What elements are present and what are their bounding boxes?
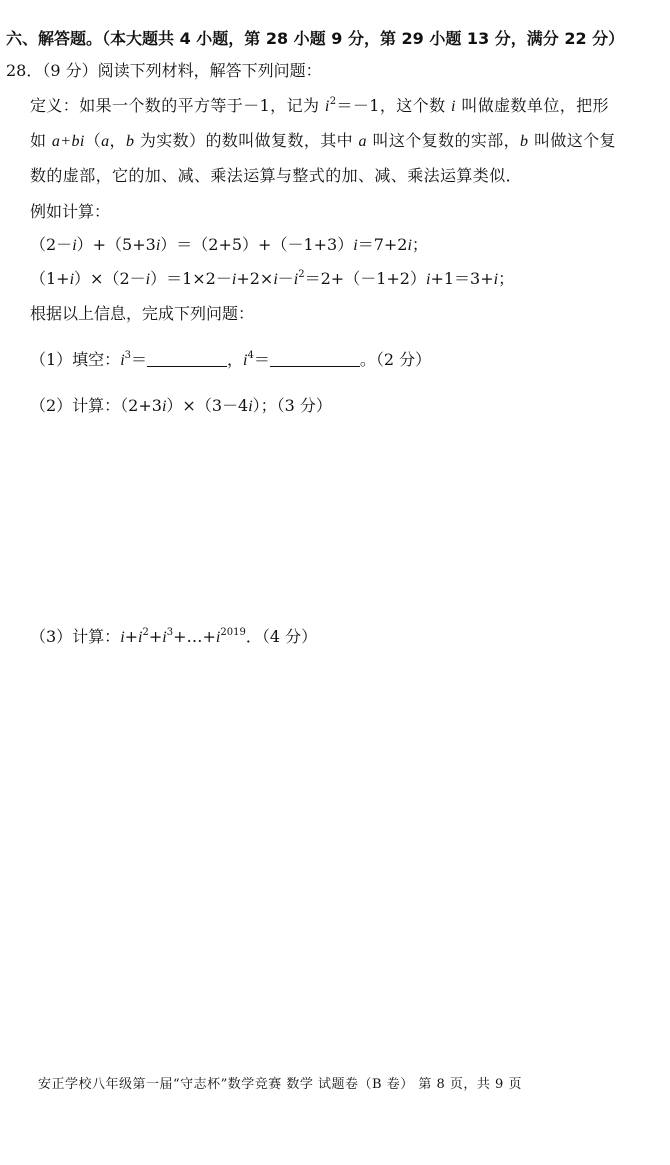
- example-1: （2－i）+（5+3i）＝（2+5）+（－1+3）i＝7+2i；: [30, 235, 428, 254]
- part-2: （2）计算：（2+3i）×（3－4i）；（3 分）: [30, 396, 332, 415]
- definition-line-1: 定义：如果一个数的平方等于－1，记为 $i^2=-1$，这个数 i 叫做虚数单位，把形: [30, 96, 609, 115]
- answer-blank-1[interactable]: [147, 350, 227, 367]
- answer-blank-2[interactable]: [270, 350, 360, 367]
- instruction: 根据以上信息，完成下列问题：: [30, 304, 255, 323]
- page-footer: 安正学校八年级第一届“守志杯”数学竞赛 数学 试题卷（B 卷） 第 8 页，共 9 页: [38, 1077, 522, 1092]
- question-header: [6, 60, 322, 82]
- example-label: 例如计算：: [30, 202, 111, 221]
- example-2: $(1+i)\times(2-i)=1\times 2-i+2\times i-i^2=2+(-1+2)i+1=3+i$；: [30, 269, 515, 288]
- part-3: （3）计算：$i+i^2+i^3+\dots+i^{2019}$．（4 分）: [30, 627, 318, 646]
- definition-line-2: 如 a+bi（a，b 为实数）的数叫做复数，其中 a 叫这个复数的实部，b 叫做这个复: [30, 131, 616, 150]
- question-intro: （9 分）阅读下列材料，解答下列问题：: [42, 61, 322, 80]
- question-number: 28．: [6, 61, 43, 80]
- part-1: （1）填空：$i^3=$ ，$i^4=$ 。（2 分）: [30, 350, 432, 369]
- definition-line-3: 数的虚部，它的加、减、乘法运算与整式的加、减、乘法运算类似．: [30, 166, 523, 185]
- section-heading: 六、解答题。（本大题共 4 小题，第 28 小题 9 分，第 29 小题 13 分，满分 22 分）: [6, 29, 625, 48]
